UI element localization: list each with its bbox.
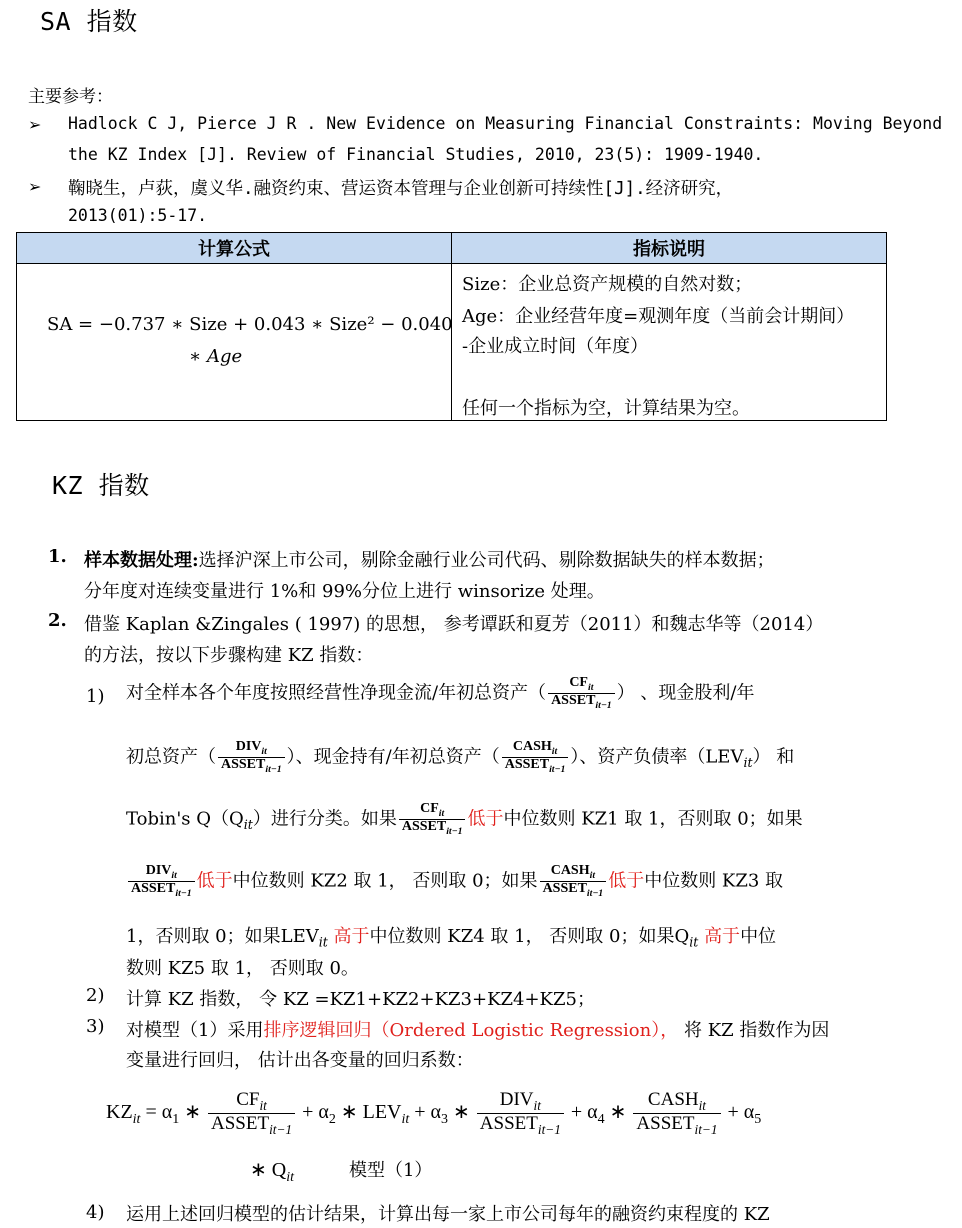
item-2-number: 2. <box>48 610 67 631</box>
sub: it <box>259 1097 267 1113</box>
text: 将 KZ 指数作为因 <box>678 1020 830 1041</box>
sa-formula-line-2: ∗ Age <box>189 346 243 367</box>
item-1-number: 1. <box>48 546 67 567</box>
asset: ASSET <box>210 1112 270 1134</box>
text: 中位数则 KZ1 取 1，否则取 0；如果 <box>503 808 803 830</box>
sub: it−1 <box>595 699 612 711</box>
sub: it <box>261 745 267 757</box>
text: Tobin's Q（Q <box>126 808 244 830</box>
step-1-line-2 <box>126 740 794 775</box>
item-1-line-2: 分年度对连续变量进行 1%和 99%分位上进行 winsorize 处理。 <box>84 581 605 602</box>
step-2-text: 计算 KZ 指数， 令 KZ =KZ1+KZ2+KZ3+KZ4+KZ5； <box>126 989 595 1010</box>
step-1-line-4 <box>126 864 783 899</box>
step-1-line-3 <box>126 802 803 837</box>
div-fraction <box>477 1090 564 1137</box>
asset: ASSET <box>401 819 447 835</box>
step-1-line-5 <box>126 922 776 950</box>
higher-than-text: 高于 <box>704 926 741 947</box>
sub: it−1 <box>175 887 192 899</box>
div-fraction <box>218 740 285 775</box>
col-header-formula: 计算公式 <box>17 233 452 264</box>
text: 中位数则 KZ3 取 <box>644 870 784 892</box>
asset: ASSET <box>479 1112 538 1134</box>
cf: CF <box>236 1089 260 1110</box>
div: DIV <box>145 863 172 878</box>
kz-model-equation <box>106 1090 761 1137</box>
text: ） 、现金股利/年 <box>616 682 755 704</box>
sa-title: SA 指数 <box>40 7 138 36</box>
sub: it−1 <box>265 763 282 775</box>
cash-fraction <box>633 1090 720 1137</box>
sa-formula-line-1: SA = −0.737 ∗ Size + 0.043 ∗ Size² − 0.040 <box>47 314 453 335</box>
text: ）进行分类。如果 <box>252 808 397 830</box>
sub: it <box>698 1097 706 1113</box>
text: 中位数则 KZ2 取 1， 否则取 0；如果 <box>232 870 538 892</box>
asset: ASSET <box>542 881 587 897</box>
desc-age: Age：企业经营年度=观测年度（当前会计期间） <box>462 306 855 327</box>
description-cell <box>452 264 887 421</box>
reference-1-line-1: Hadlock C J, Pierce J R . New Evidence on Measuring Financial Constraints: Moving Beyond <box>68 114 943 133</box>
kz-title: KZ 指数 <box>52 471 150 500</box>
desc-size: Size：企业总资产规模的自然对数； <box>462 274 753 295</box>
sub: it <box>438 807 445 819</box>
step-3-number: 3) <box>86 1016 105 1037</box>
text: 对模型（1）采用 <box>126 1020 264 1041</box>
cf: CF <box>569 675 588 690</box>
step-3-line-2: 变量进行回归， 估计出各变量的回归系数： <box>126 1050 474 1071</box>
item-2-line-2: 的方法，按以下步骤构建 KZ 指数： <box>84 645 374 666</box>
sub: it <box>587 681 594 693</box>
term: + $\alpha_5$ <box>722 1100 762 1127</box>
formula-cell <box>17 264 452 421</box>
cash: CASH <box>512 739 552 754</box>
refs-label: 主要参考： <box>28 87 113 107</box>
cash-fraction <box>540 864 607 899</box>
text: 初总资产（ <box>126 746 216 768</box>
item-2-line-1: 借鉴 Kaplan &Zingales ( 1997) 的思想， 参考谭跃和夏芳（2011）和魏志华等（2014） <box>84 614 824 635</box>
reference-2-line-1: 鞠晓生，卢荻，虞义华.融资约束、营运资本管理与企业创新可持续性[J].经济研究， <box>68 179 734 199</box>
text: 中位 <box>740 926 777 947</box>
sub: it−1 <box>549 763 566 775</box>
sub: it−1 <box>269 1121 293 1137</box>
text: 1，否则取 0；如果LEV <box>126 926 319 947</box>
step-2-number: 2) <box>86 985 105 1006</box>
sub: it <box>743 755 753 771</box>
cash-fraction <box>502 740 569 775</box>
div: DIV <box>235 739 262 754</box>
term: + $\alpha_2$ ∗ $LEV_{it} + \alpha_3$ ∗ <box>297 1100 475 1127</box>
item-1-line-1 <box>84 546 775 572</box>
sub: it−1 <box>694 1121 718 1137</box>
desc-age-cont: -企业成立时间（年度） <box>462 336 649 357</box>
bullet-icon: ➢ <box>28 115 42 134</box>
reference-2-line-2: 2013(01):5-17. <box>68 206 208 225</box>
bullet-icon: ➢ <box>28 177 42 196</box>
asset: ASSET <box>551 693 596 709</box>
cf-fraction <box>208 1090 295 1137</box>
sub: it <box>589 869 596 881</box>
sub: it <box>171 869 177 881</box>
lower-than-text: 低于 <box>608 870 645 892</box>
term: ∗ $Q_{it}$ <box>250 1159 294 1185</box>
kz-model-equation-line-2 <box>250 1156 432 1186</box>
sub: it <box>243 817 253 833</box>
desc-null-rule: 任何一个指标为空，计算结果为空。 <box>462 398 750 419</box>
step-4-text: 运用上述回归模型的估计结果，计算出每一家上市公司每年的融资约束程度的 KZ <box>126 1204 770 1225</box>
cf: CF <box>420 801 439 816</box>
asset: ASSET <box>636 1112 695 1134</box>
asset: ASSET <box>221 757 266 773</box>
step-1-number: 1) <box>86 686 105 707</box>
cash: CASH <box>647 1089 699 1110</box>
col-header-description: 指标说明 <box>452 233 887 264</box>
text: 对全样本各个年度按照经营性净现金流/年初总资产（ <box>126 682 547 704</box>
lower-than-text: 低于 <box>467 808 504 830</box>
sa-formula-table <box>16 232 887 421</box>
sub: it−1 <box>446 825 463 837</box>
asset: ASSET <box>504 757 550 773</box>
step-1-line-1 <box>126 676 755 711</box>
sub: it <box>533 1097 541 1113</box>
asset: ASSET <box>131 881 176 897</box>
sub: it <box>318 934 328 950</box>
step-1-line-6: 数则 KZ5 取 1， 否则取 0。 <box>126 958 359 979</box>
reference-1-line-2: the KZ Index [J]. Review of Financial Studies, 2010, 23(5): 1909-1940. <box>68 145 764 164</box>
term: + $\alpha_4$ ∗ <box>565 1100 632 1127</box>
step-4-number: 4) <box>86 1202 105 1223</box>
item-1-text: 选择沪深上市公司，剔除金融行业公司代码、剔除数据缺失的样本数据； <box>198 550 775 571</box>
sub: it−1 <box>586 887 604 899</box>
cf-fraction <box>548 676 615 711</box>
sub: it <box>551 745 558 757</box>
item-1-heading: 样本数据处理: <box>84 550 199 571</box>
lower-than-text: 低于 <box>196 870 233 892</box>
step-3-line-1 <box>126 1016 829 1042</box>
div: DIV <box>499 1089 534 1110</box>
div-fraction <box>128 864 195 899</box>
sub: it−1 <box>537 1121 561 1137</box>
sub: it <box>689 934 699 950</box>
cf-fraction <box>399 802 466 837</box>
text: 中位数则 KZ4 取 1， 否则取 0；如果Q <box>369 926 690 947</box>
text: ） 和 <box>752 746 795 768</box>
cash: CASH <box>550 863 590 878</box>
model-label: 模型（1） <box>348 1160 433 1181</box>
text: ）、现金持有/年初总资产（ <box>286 746 500 768</box>
ordered-logistic-text: 排序逻辑回归（Ordered Logistic Regression）， <box>263 1020 679 1041</box>
text: ）、资产负债率（LEV <box>570 746 744 768</box>
sub: it <box>132 1111 141 1127</box>
higher-than-text: 高于 <box>333 926 370 947</box>
kz-lhs: $KZ_{it} = \alpha_1$ ∗ <box>106 1100 206 1127</box>
